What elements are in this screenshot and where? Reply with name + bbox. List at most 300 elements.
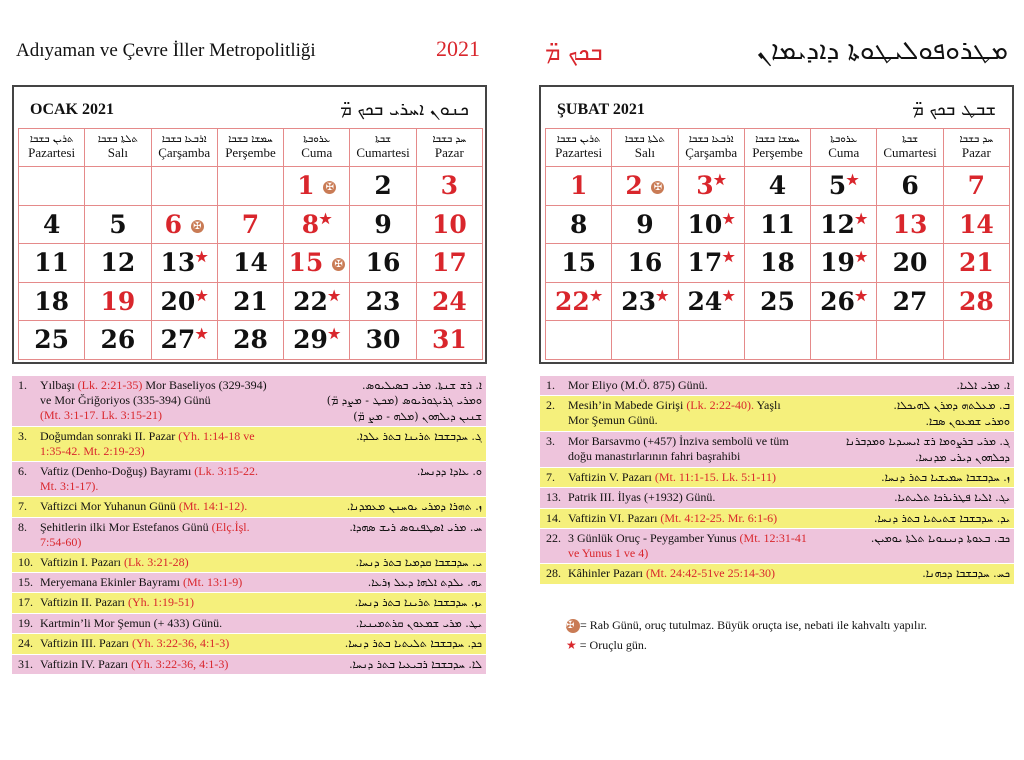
day-number: 24 [431,286,467,316]
day-cell [85,205,151,244]
note-row [540,509,1014,529]
note-syriac-line: ܟܒ. ܒܥܘܬܐ ܕܢܝܢܘܝܐ ܬܠܬܐ ܝܘܡܝܢ. [870,532,1010,546]
day-cell [678,205,744,244]
legend-cross-text: = Rab Günü, oruç tutulmaz. Büyük oruçta ise, nebati ile kahvaltı yapılır. [580,618,928,632]
february-notes [540,376,1014,585]
note-number: 1. [546,378,555,392]
day-number: 9 [636,209,654,239]
weekday-header [943,129,1009,167]
note-reference: (Lk. 2:21-35) [77,378,143,392]
note-row [540,488,1014,508]
day-cell [811,167,877,206]
note-text [18,616,282,631]
day-cell [151,205,217,244]
weekday-header [416,129,482,167]
note-syriac [810,398,1010,429]
note-number: 3. [18,429,27,444]
star-icon: ★ [722,211,735,228]
weekday-name: Salı [634,144,656,160]
day-number: 13 [160,248,196,278]
day-number: 27 [892,286,928,316]
weekday-header [19,129,85,167]
note-syriac [810,566,1010,581]
note-desc: Vaftizin II. Pazarı [40,595,128,610]
day-cell [744,167,810,206]
note-desc: Vaftizin III. Pazarı [40,636,132,651]
note-syriac [810,511,1010,526]
day-cell [284,244,350,283]
calendar-january [12,85,487,364]
day-cell [546,321,612,360]
note-row [540,564,1014,584]
day-cell [151,167,217,206]
note-number: 19. [18,615,33,630]
star-icon: ★ [195,249,208,266]
day-cell [943,321,1009,360]
month-name-syriac: ܟܢܘܢ ܐܚܪܝ ܒܟܟ ܡ̈ [340,99,469,120]
day-cell [85,282,151,321]
calendar-header [18,91,481,128]
note-syriac-line: ܘ. ܥܐܕܐ ܕܕܢܚܐ. [416,465,482,479]
note-syriac-line: ܘܡܪܝ ܫܡܥܘܢ ܣܒܐ. [925,414,1010,428]
note-syriac [282,575,482,590]
note-reference: (Mt. 24:42-51ve 25:14-30) [645,566,775,581]
note-number: 1. [18,378,27,392]
day-cell [416,205,482,244]
day-number: 15 [288,248,324,278]
week-row [19,244,483,283]
week-row [546,205,1010,244]
note-number: 6. [18,464,27,479]
note-reference: 7:54-60) [40,534,82,549]
day-cell [350,321,416,360]
note-number: 7. [18,499,27,514]
day-number: 31 [431,325,467,355]
note-syriac-line: ܚ. ܡܪܝ ܐܣܛܦܢܘܣ ܪܝܫ ܣܗܕܐ. [349,520,482,534]
weekday-header [151,129,217,167]
legend-cross-row [566,615,927,635]
note-desc: Mor Barsavmo (+457) İnziva sembolü ve tüm [568,434,789,449]
note-reference: (Mt. 14:1-12). [178,499,248,514]
note-text [18,575,282,590]
note-text [546,470,810,485]
star-icon: ★ [327,326,341,343]
day-cell [877,205,943,244]
note-text [18,555,282,570]
star-icon: ★ [846,172,859,189]
day-cell [612,282,678,321]
note-text [546,490,810,505]
note-line [18,499,282,514]
day-number: 18 [760,248,795,278]
note-line [546,566,810,581]
day-cell [151,321,217,360]
weekday-name: Perşembe [225,144,276,160]
day-number: 6 [164,209,183,239]
note-desc: Mor Eliyo (M.Ö. 875) Günü. [568,378,708,392]
note-line [18,378,282,393]
day-cell [612,321,678,360]
day-cell [877,167,943,206]
note-desc: Vaftizin IV. Pazarı [40,656,132,671]
note-text [18,499,282,514]
note-line [18,479,282,494]
day-number: 18 [34,286,70,316]
note-text [18,657,282,672]
weekday-header [811,129,877,167]
day-number: 3 [440,171,459,201]
day-number: 1 [297,171,315,201]
day-cell [217,282,283,321]
cross-icon: ✠ [323,181,336,194]
note-desc: doğu manastırlarının fahri başrahibi [568,449,741,464]
note-reference: (Yh. 1:19-51) [127,595,194,610]
star-icon: ★ [566,638,577,652]
note-desc: Vaftizin V. Pazarı [568,469,655,484]
day-number: 17 [431,248,467,278]
day-number: 28 [958,286,994,316]
weekday-name: Çarşamba [158,144,211,160]
note-syriac [810,531,1010,561]
note-desc: Vaftizci Mor Yuhanun Günü [40,499,179,514]
weekday-header [350,129,416,167]
note-text [18,429,282,459]
day-number: 26 [100,325,136,355]
note-syriac [810,470,1010,485]
note-syriac-line: ܐ. ܪܫ ܫܢܬܐ. ܡܪܝ ܒܣܝܠܝܘܣ. [362,379,482,392]
note-syriac-line: ܕܟܠܗܘܢ ܕܝܪܝ ܡܕܢܚܐ. [915,450,1010,464]
note-row [540,529,1014,564]
note-reference: (Mt. 3:1-17. Lk. 3:15-21) [40,408,162,422]
day-number: 16 [365,248,401,278]
star-icon: ★ [854,288,868,305]
note-row [12,614,486,634]
day-cell [943,205,1009,244]
note-line [18,408,282,423]
day-number: 19 [820,248,855,278]
note-text [18,520,282,550]
note-row [12,376,486,427]
note-desc: Meryemana Ekinler Bayramı [40,574,183,589]
note-syriac [810,490,1010,505]
weekday-syriac: ܚܕ ܒܫܒܐ [432,134,467,146]
day-number: 30 [365,325,401,355]
week-row [19,205,483,244]
note-row [540,376,1014,396]
note-reference: Mt. 3:1-17). [40,479,99,494]
day-number: 19 [100,286,136,316]
note-reference: (Mt. 4:12-25. Mr. 6:1-6) [660,510,778,525]
week-row [546,244,1010,283]
weekday-name: Çarşamba [685,144,738,160]
page-title: Adıyaman ve Çevre İller Metropolitliği [16,40,316,61]
year-label: 2021 [436,36,480,61]
day-number: 17 [687,248,723,278]
day-number: 23 [365,286,401,316]
note-reference: (Lk. 3:15-22. [194,464,258,479]
weekday-syriac: ܚܡܫܐ ܒܫܒܐ [755,134,800,146]
note-reference: ve Yunus 1 ve 4) [568,546,649,561]
day-number: 10 [687,209,723,239]
note-row [540,432,1014,468]
note-desc: Şehitlerin ilki Mor Estefanos Günü [40,519,212,534]
weekday-row [19,129,483,167]
day-number: 21 [233,286,268,316]
day-number: 8 [301,209,320,239]
note-row [12,518,486,553]
day-number: 25 [34,325,70,355]
note-line [18,520,282,535]
note-line [546,434,810,449]
legend-star-text: = Oruçlu gün. [576,638,647,652]
note-syriac-line: ܒ. ܡܥܠܬܗ ܕܡܪܢ ܠܗܝܟܠܐ. [893,399,1010,413]
weekday-syriac: ܐܪܒܥܐ ܒܫܒܐ [688,134,734,146]
note-syriac-line: ܝܗ. ܝܠܕܬ ܐܠܗܐ ܕܥܠ ܙܪܥܐ. [367,575,482,589]
note-reference: (Lk. 3:21-28) [123,554,189,569]
weekday-name: Salı [107,144,129,160]
day-cell [877,321,943,360]
star-icon: ★ [854,249,868,266]
note-syriac-line: ܓ. ܡܪܝ ܒܪܨܘܡܐ ܪܫ ܐܝܚܝܕܝܐ ܘܡܕܒܪܢܐ [846,435,1010,449]
day-number: 23 [621,286,657,316]
day-cell [678,282,744,321]
day-cell [943,244,1009,283]
day-cell [877,282,943,321]
note-syriac-line: ܙ. ܚܕܒܫܒܐ ܚܡܝܫܝܐ ܒܬܪ ܕܢܚܐ. [881,470,1010,484]
note-desc: Doğumdan sonraki II. Pazar [40,429,179,444]
note-number: 31. [18,656,33,671]
cross-icon: ✠ [566,619,580,633]
day-number: 13 [892,209,928,239]
note-desc: 3 Günlük Oruç - Peygamber Yunus [568,531,740,546]
note-line [546,546,810,561]
january-notes [12,376,486,675]
day-number: 16 [627,248,663,278]
note-line [546,378,810,393]
weekday-name: Cumartesi [356,144,410,160]
day-number: 11 [760,209,795,239]
day-number: 20 [160,286,196,316]
star-icon: ★ [319,211,332,228]
note-line [18,535,282,550]
note-line [18,636,282,651]
day-cell [19,282,85,321]
day-number: 15 [561,248,597,278]
note-line [18,429,282,444]
weekday-name: Cuma [301,144,333,160]
day-number: 7 [241,209,260,239]
weekday-syriac: ܬܪܝܢ ܒܫܒܐ [556,134,601,146]
note-text [546,566,810,581]
note-line [18,464,282,479]
note-syriac-line: ܘܡܪܝ ܓܪܝܓܘܪܝܘܣ (ܡܟܛ - ܡܨܕ ܡ̈) [326,394,482,408]
day-cell [151,244,217,283]
note-syriac [282,595,482,610]
note-line [546,470,810,485]
note-text [18,464,282,494]
weekday-row [546,129,1010,167]
star-icon: ★ [722,288,735,305]
note-desc: Kartmin’li Mor Şemun (+ 433) Günü. [40,615,223,630]
star-icon: ★ [722,249,735,266]
note-desc: Vaftizin VI. Pazarı [568,510,661,525]
day-cell [350,244,416,283]
day-number: 14 [233,248,268,278]
day-cell [284,205,350,244]
weekday-syriac: ܐܪܒܥܐ ܒܫܒܐ [161,134,207,146]
day-number: 25 [760,286,795,316]
weekday-header [877,129,943,167]
star-icon: ★ [195,288,208,305]
weekday-header [546,129,612,167]
weekday-name: Pazartesi [28,144,76,160]
star-icon: ★ [327,288,341,305]
legend-star-row [566,635,927,655]
weekday-header [85,129,151,167]
day-cell [546,244,612,283]
note-syriac [810,378,1010,393]
day-cell [217,167,283,206]
cross-icon: ✠ [332,258,345,271]
day-cell [546,205,612,244]
note-row [12,497,486,517]
note-text [546,398,810,429]
note-row [12,427,486,462]
day-number: 7 [967,171,986,201]
day-cell [811,205,877,244]
note-row [540,396,1014,432]
note-syriac-line: ܙ. ܬܗܪܐ ܕܡܪܝ ܝܘܚܢܢ ܡܥܡܕܢܐ. [346,500,482,514]
day-cell [416,282,482,321]
day-cell [19,244,85,283]
note-number: 24. [18,636,33,651]
note-reference: (Mt. 12:31-41 [739,531,807,546]
day-cell [416,244,482,283]
day-cell [943,282,1009,321]
note-line [18,657,282,672]
note-syriac [282,657,482,672]
note-syriac-line: ܟܕ. ܚܕܒܫܒܐ ܬܠܝܬܝܐ ܒܬܪ ܕܢܚܐ. [344,637,482,651]
note-text [18,595,282,610]
week-row [19,282,483,321]
note-row [12,655,486,675]
day-number: 4 [768,171,787,201]
note-line [546,511,810,526]
note-reference: (Yh. 3:22-36, 4:1-3) [131,656,229,671]
day-cell [85,244,151,283]
note-line [18,555,282,570]
day-number: 2 [374,171,392,201]
note-text [546,434,810,465]
day-cell [678,244,744,283]
note-number: 17. [18,595,33,610]
note-reference: (Mt. 11:1-15. Lk. 5:1-11) [654,469,776,484]
note-syriac-line: ܓ. ܚܕܒܫܒܐ ܬܪܝܢܐ ܒܬܪ ܝܠܕܐ. [356,430,482,444]
note-text [18,636,282,651]
calendar-header [545,91,1008,128]
day-cell [744,205,810,244]
note-syriac [282,616,482,631]
note-text [546,531,810,561]
note-text [546,378,810,393]
day-number: 22 [293,286,328,316]
note-line [546,449,810,464]
day-number: 8 [569,209,588,239]
day-cell [546,167,612,206]
note-syriac [810,434,1010,465]
week-row [19,321,483,360]
day-cell [19,167,85,206]
weekday-syriac: ܫܒܬܐ [902,134,919,146]
note-syriac [282,429,482,459]
note-number: 28. [546,566,561,581]
weekday-syriac: ܫܒܬܐ [375,134,392,146]
note-text [18,378,282,424]
day-number: 6 [901,171,919,201]
day-number: 5 [828,171,847,201]
day-cell [877,244,943,283]
note-syriac-line: ܝܛ. ܡܪܝ ܫܡܥܘܢ ܩܪܬܡܝܢܝܐ. [355,616,482,630]
day-number: 27 [160,325,196,355]
note-desc: ve Mor Ğriğoriyos (335-394) Günü [40,393,211,407]
day-cell [284,282,350,321]
note-syriac-line: ܟܚ. ܚܕܒܫܒܐ ܕܟܗܢܐ. [922,567,1010,581]
weekday-name: Cuma [828,144,860,160]
day-cell [151,282,217,321]
month-name: ŞUBAT 2021 [557,100,645,118]
weekday-syriac: ܬܠܬܐ ܒܫܒܐ [624,134,665,146]
day-cell [350,205,416,244]
weekday-header [612,129,678,167]
day-cell [811,244,877,283]
weekday-header [678,129,744,167]
note-number: 10. [18,554,33,569]
note-line [546,398,810,413]
note-desc: Vaftiz (Denho-Doğuş) Bayramı [40,464,195,479]
day-cell [217,205,283,244]
syriac-title: ܡܛܪܘܦܘܠܝܛܘܬܐ ܕܐܕܝܡܐܢ [756,36,1008,66]
day-cell [85,167,151,206]
note-row [12,573,486,593]
note-desc: Mesih’in Mabede Girişi [568,398,687,413]
day-cell [744,282,810,321]
cross-icon: ✠ [651,181,664,194]
weekday-name: Cumartesi [883,144,937,160]
day-number: 24 [687,286,723,316]
weekday-name: Pazar [961,144,991,160]
note-desc: Vaftizin I. Pazarı [40,554,124,569]
weekday-header [284,129,350,167]
day-cell [350,282,416,321]
note-syriac [282,555,482,570]
note-syriac-line: ܝܙ. ܚܕܒܫܒܐ ܬܪܝܢܐ ܒܬܪ ܕܢܚܐ. [354,596,482,610]
day-number: 14 [958,209,994,239]
note-syriac-line: ܠܐ. ܚܕܒܫܒܐ ܪܒܝܥܝܐ ܒܬܪ ܕܢܚܐ. [349,657,482,671]
note-syriac [282,499,482,514]
note-syriac-line: ܝܕ. ܚܕܒܫܒܐ ܫܬܝܬܝܐ ܒܬܪ ܕܢܚܐ. [873,511,1010,525]
star-icon: ★ [854,211,868,228]
week-row [546,167,1010,206]
day-cell [744,321,810,360]
legend [566,615,927,655]
note-number: 22. [546,531,561,546]
weekday-name: Pazartesi [555,144,603,160]
day-cell [744,244,810,283]
note-desc: Kâhinler Pazarı [568,566,646,581]
month-name-syriac: ܫܒܛ ܒܟܟ ܡ̈ [912,99,996,120]
note-line [18,595,282,610]
day-cell [350,167,416,206]
